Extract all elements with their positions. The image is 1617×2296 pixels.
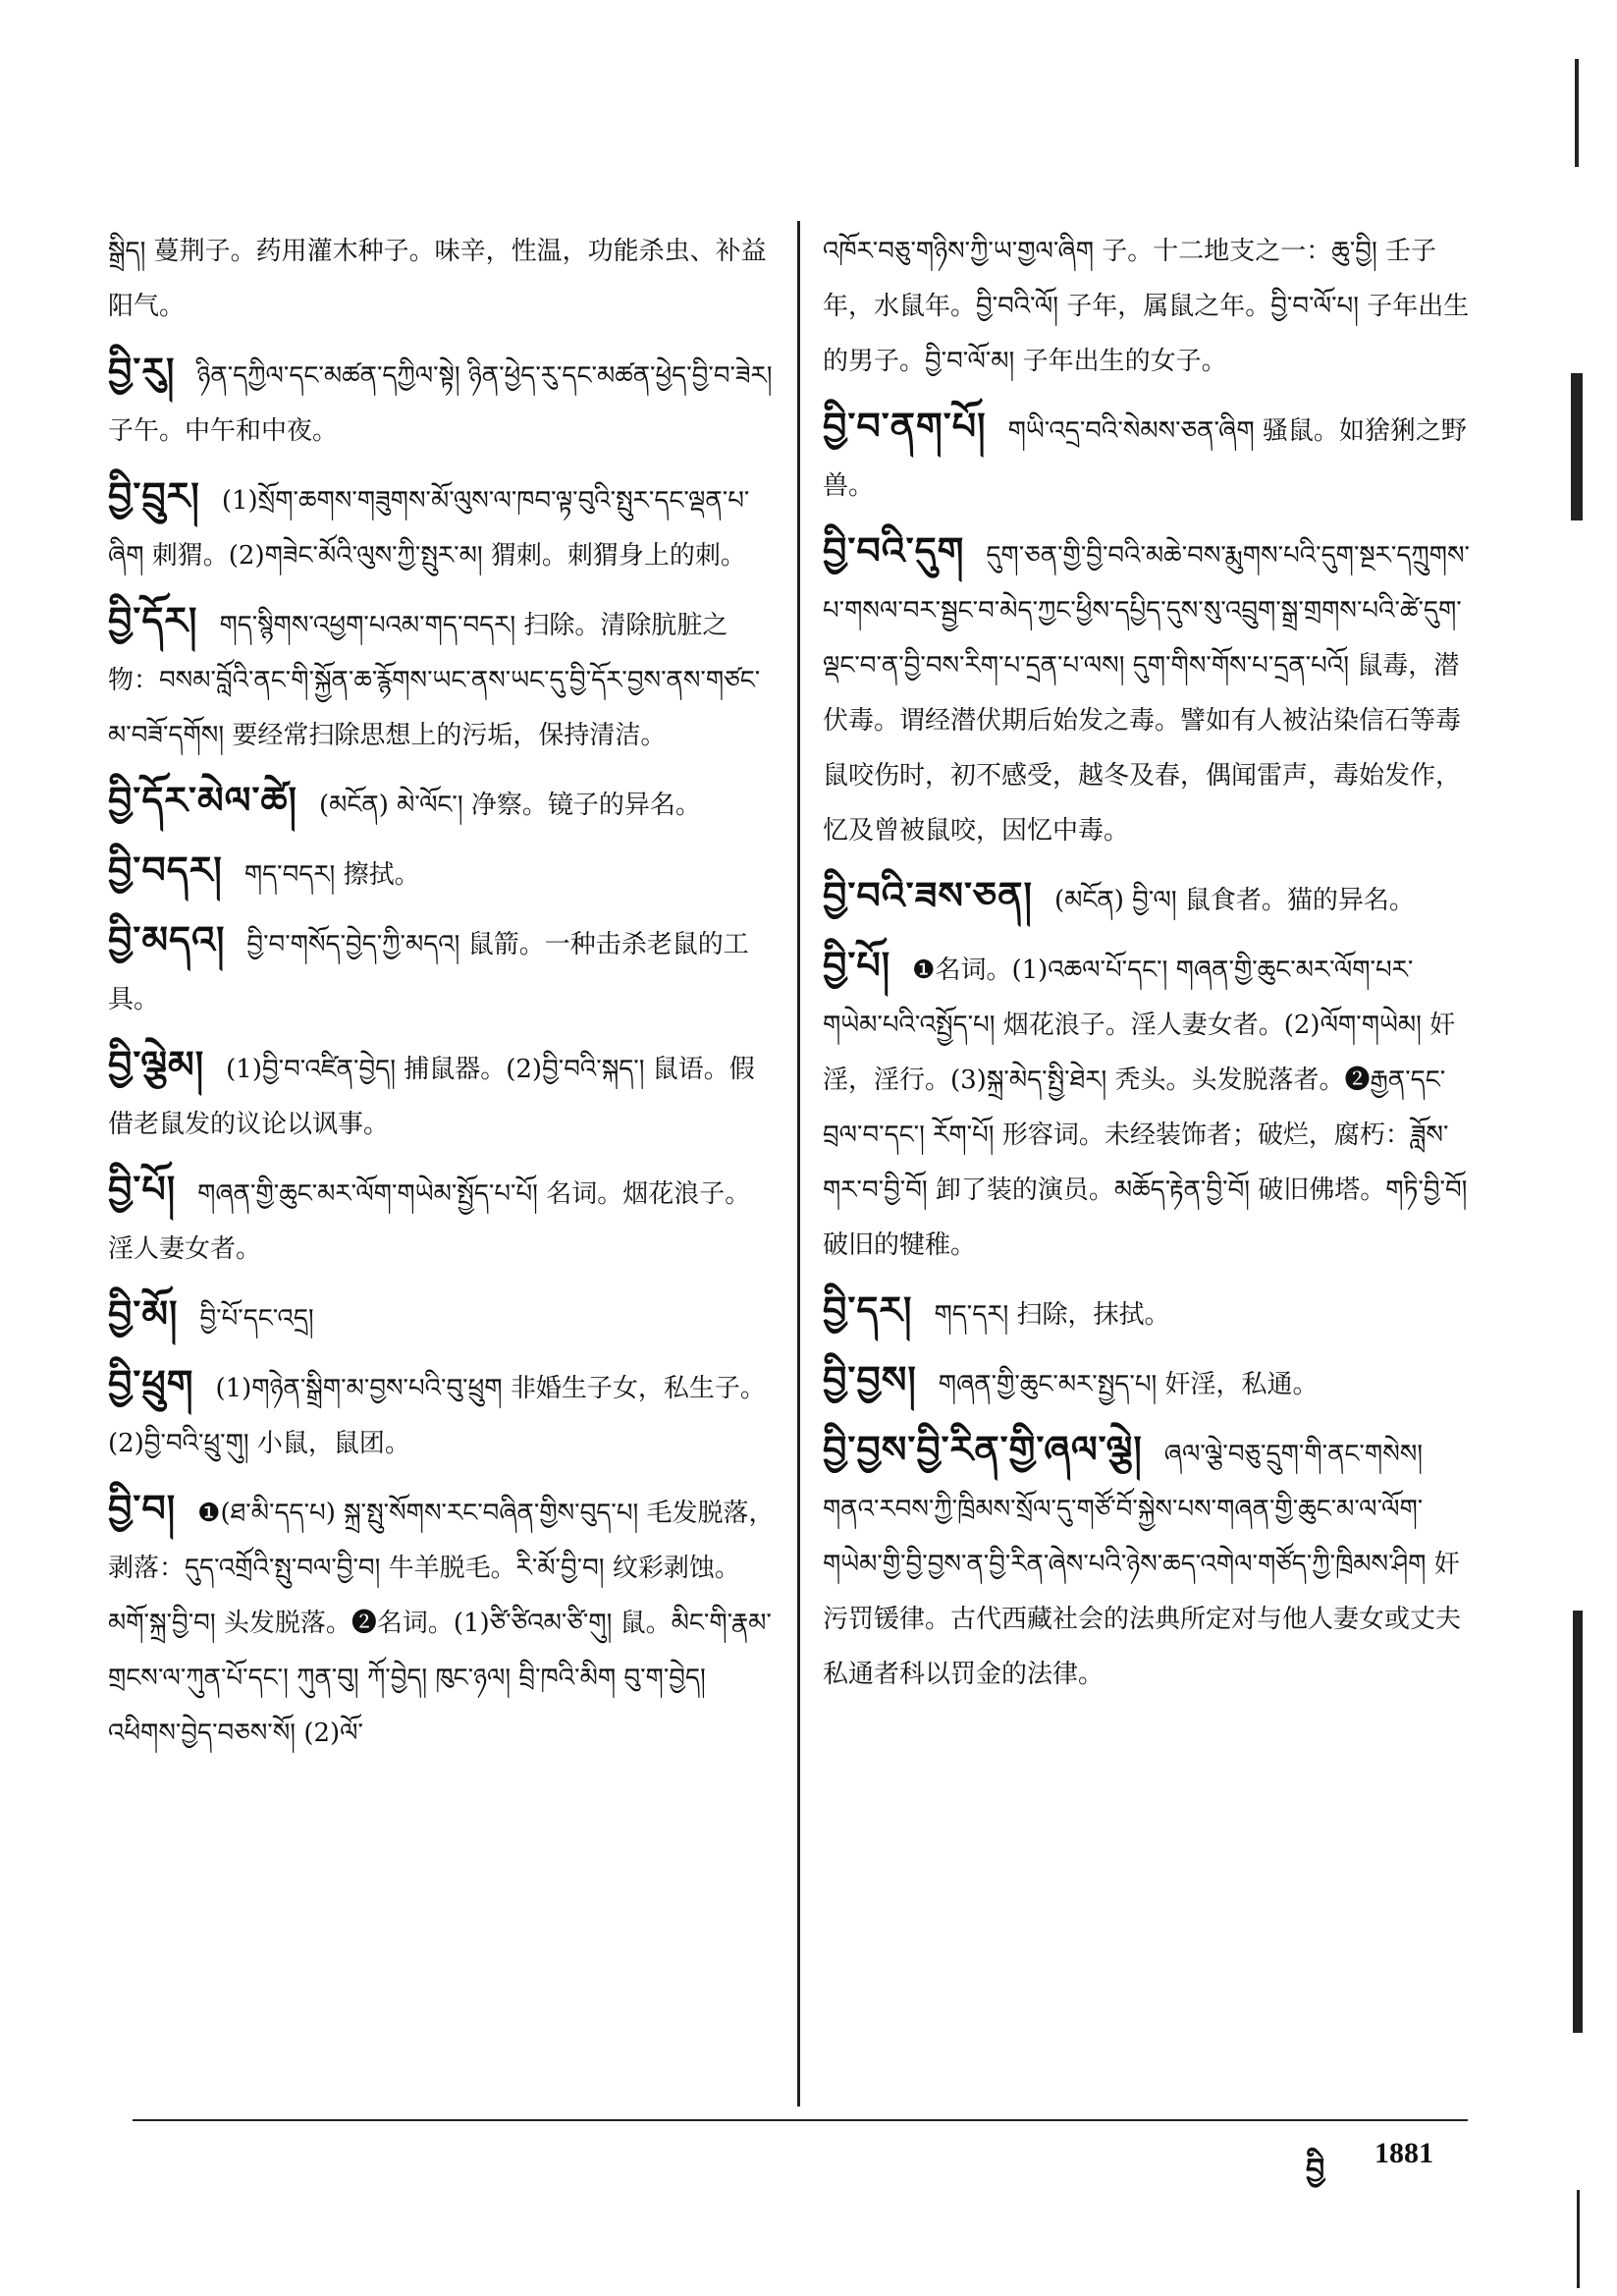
- dictionary-entry: [823, 523, 1471, 858]
- entry-definition: (མངོན) བྱི་ལ། 鼠食者。猫的异名。: [1053, 886, 1415, 915]
- footer-headword: བྱི: [1306, 2153, 1325, 2187]
- entry-definition: བྱི་པོ་དང་འདྲ།: [199, 1304, 314, 1334]
- entry-headword: བྱི་དོར།: [108, 599, 198, 642]
- entry-definition: (1)བྱི་བ་འཛིན་བྱེད། 捕鼠器。(2)བྱི་བའི་སྐད་། 鼠语。假借老鼠发的议论以讽事。: [108, 1055, 755, 1139]
- entry-headword: བྱི་པོ།: [108, 1168, 177, 1211]
- entry-headword: བྱི་དོར་མེལ་ཚེ།: [108, 779, 297, 822]
- entry-definition: གད་སྙིགས་འཕྱག་པའམ་གད་བདར། 扫除。清除肮脏之物：བསམ་བློའི་ནང་གི་སྐྱོན་ཆ་རྙོགས་ཡང་ནས་ཡང་དུ་བྱི་དོར་བྱས་ནས་གཙང་མ་བཟོ་དགོས། 要经常扫除思想上的污垢，保持清洁。: [108, 611, 761, 750]
- dictionary-entry: [823, 1283, 1471, 1342]
- entry-definition: གད་དར། 扫除，抹拭。: [934, 1300, 1170, 1330]
- entry-definition: དུག་ཅན་གྱི་བྱི་བའི་མཆེ་བས་རྨུགས་པའི་དུག་སྔར་དཀྲུགས་པ་གསལ་བར་སྦྱང་བ་མེད་ཀྱང་ཕྱིས་དཔྱིད་དུས་སུ་འབྲུག་སྒྲ་གྲགས་པའི་ཚེ་དུག་ལྡང་བ་ན་བྱི་བས་རིག་པ་དྲན་པ་ལས། དུག་གིས་གོས་པ་དྲན་པའོ། 鼠毒，潜伏毒。谓经潜伏期后始发之毒。譬如有人被沾染信石等毒鼠咬伤时，初不感受，越冬及春，偶闻雷声，毒始发作，忆及曾被鼠咬，因忆中毒。: [823, 541, 1470, 846]
- entry-headword: བྱི་དར།: [823, 1288, 913, 1332]
- left-column: [108, 224, 776, 1771]
- dictionary-entry: [108, 843, 776, 902]
- entry-definition: ❶(ཐ་མི་དད་པ) སྐྲ་སྤུ་སོགས་རང་བཞིན་གྱིས་བུད་པ། 毛发脱落，剥落：དུད་འགྲོའི་སྤུ་བལ་བྱི་བ། 牛羊脱毛。རི་མོ་བྱི་བ། 纹彩剥蚀。མགོ་སྐྲ་བྱི་བ། 头发脱落。❷名词。(1)ཙི་ཙིའམ་ཙི་གུ། 鼠。མིང་གི་རྣམ་གྲངས་ལ་ཀུན་པོ་དང་། ཀུན་བུ། ཀོ་བྱེད། ཁུང་ཉལ། བྲི་ཁའི་མིག བུ་ག་བྱེད། འཕིགས་བྱེད་བཅས་སོ། (2)ལོ་: [108, 1499, 775, 1748]
- dictionary-entry: [823, 868, 1471, 928]
- right-column: [823, 224, 1471, 1712]
- entry-definition: ❶名词。(1)འཆལ་པོ་དང་། གཞན་གྱི་ཆུང་མར་ལོག་པར་གཡེམ་པའི་འསྤྱོད་པ། 烟花浪子。淫人妻女者。(2)ལོག་གཡེམ། 奸淫，淫行。(3)སྐྲ་མེད་སྤྱི་ཐེར། 秃头。头发脱落者。❷རྒྱན་དང་བྲལ་བ་དང་། རོག་པོ། 形容词。未经装饰者；破烂，腐朽：ཟློས་གར་བ་བྱི་བོ། 卸了装的演员。མཆོད་རྟེན་བྱི་བོ། 破旧佛塔。གཏི་བྱི་བོ། 破旧的犍稚。: [823, 956, 1468, 1260]
- entry-headword: བྱི་མདའ།: [108, 918, 226, 961]
- dictionary-entry: [108, 1481, 776, 1761]
- entry-definition: ཉིན་དཀྱིལ་དང་མཚན་དཀྱིལ་སྟེ། ཉིན་ཕྱེད་རུ་དང་མཚན་ཕྱེད་བྱི་བ་ཟེར། 子午。中午和中夜。: [108, 361, 773, 446]
- entry-headword: བྱི་ལྕེམ།: [108, 1043, 205, 1086]
- dictionary-entry: [823, 1422, 1471, 1702]
- entry-headword: བྱི་མོ།: [108, 1292, 179, 1336]
- entry-definition: སྒྲིད། 蔓荆子。药用灌木种子。味辛，性温，功能杀虫、补益阳气。: [108, 237, 767, 321]
- entry-headword: བྱི་བྱས་བྱི་རིན་གྱི་ཞལ་ལྕེ།: [823, 1428, 1143, 1471]
- entry-definition: བྱི་བ་གསོད་བྱེད་ཀྱི་མདའ། 鼠箭。一种击杀老鼠的工具。: [108, 930, 749, 1014]
- entry-headword: བྱི་བྱས།: [823, 1358, 917, 1401]
- scan-edge-mark: [1571, 373, 1583, 520]
- entry-definition: (1)གཉེན་སྒྲིག་མ་བྱས་པའི་བུ་ཕྲུག 非婚生子女，私生子。(2)བྱི་བའི་ཕྲུ་གུ། 小鼠，鼠团。: [108, 1374, 766, 1458]
- entry-definition: གཞན་གྱི་ཆུང་མར་ལོག་གཡེམ་སྤྱོད་པ་པོ། 名词。烟花浪子。淫人妻女者。: [108, 1179, 751, 1264]
- dictionary-entry: [823, 399, 1471, 514]
- page-number: 1881: [1374, 2137, 1433, 2169]
- dictionary-entry: [108, 1162, 776, 1277]
- entry-definition: ཞལ་ལྕེ་བཅུ་དྲུག་གི་ནང་གསེས། གནའ་རབས་ཀྱི་ཁྲིམས་སྲོལ་དུ་གཙོ་བོ་སྐྱེས་པས་གཞན་གྱི་ཆུང་མ་ལ་ལོག་གཡེམ་གྱི་བྱི་བྱས་ན་བྱི་རིན་ཞེས་པའི་ཉེས་ཆད་འགེལ་གཙོད་ཀྱི་ཁྲིམས་ཤིག 奸污罚锾律。古代西藏社会的法典所定对与他人妻女或丈夫私通者科以罚金的法律。: [823, 1440, 1462, 1689]
- dictionary-entry: [823, 224, 1471, 389]
- dictionary-entry: [823, 1352, 1471, 1412]
- entry-definition: འཁོར་བཅུ་གཉིས་ཀྱི་ཡ་གྱལ་ཞིག 子。十二地支之一：ཆུ་བྱི། 壬子年，水鼠年。བྱི་བའི་ལོ། 子年，属鼠之年。བྱི་བ་ལོ་པ། 子年出生的男子。བྱི་བ་ལོ་མ། 子年出生的女子。: [823, 237, 1470, 376]
- dictionary-entry: [108, 593, 776, 763]
- entry-headword: བྱི་རུ།: [108, 350, 176, 393]
- scan-edge-mark: [1573, 1611, 1583, 2033]
- scan-edge-mark: [1575, 59, 1579, 167]
- scan-edge-mark: [1577, 2190, 1580, 2288]
- entry-headword: བྱི་བ་ནག་པོ།: [823, 405, 987, 448]
- entry-definition: གད་བདར། 擦拭。: [243, 860, 420, 890]
- column-divider: [797, 221, 800, 2106]
- dictionary-entry: [108, 344, 776, 459]
- entry-definition: གཡི་འདྲ་བའི་སེམས་ཅན་ཞིག 骚鼠。如猞猁之野兽。: [823, 416, 1467, 501]
- entry-definition: གཞན་གྱི་ཆུང་མར་སྤྱད་པ། 奸淫，私通。: [938, 1370, 1319, 1399]
- entry-headword: བྱི་པོ།: [823, 944, 891, 987]
- entry-definition: (མངོན) མེ་ལོང་། 净察。镜子的异名。: [318, 791, 701, 820]
- entry-headword: བྱི་ཕྲུག: [108, 1362, 194, 1405]
- entry-headword: བྱི་བ།: [108, 1487, 177, 1530]
- entry-headword: བྱི་བྲུར།: [108, 474, 200, 518]
- dictionary-entry: [823, 938, 1471, 1273]
- dictionary-entry: [108, 224, 776, 334]
- entry-headword: བྱི་བའི་དུག: [823, 529, 965, 573]
- footer-rule: [133, 2119, 1468, 2121]
- entry-definition: (1)སྲོག་ཆགས་གཟུགས་མོ་ལུས་ལ་ཁབ་ལྟ་བུའི་སྤུར་དང་ལྡན་པ་ཞིག 刺猬。(2)གཟེང་མོའི་ལུས་ཀྱི་སྤུར་མ། 猬刺。刺猬身上的刺。: [108, 486, 750, 571]
- entry-headword: བྱི་བའི་ཟས་ཅན།: [823, 874, 1033, 917]
- dictionary-entry: [108, 1037, 776, 1152]
- dictionary-entry: [108, 1286, 776, 1346]
- dictionary-entry: [108, 1356, 776, 1471]
- dictionary-entry: [108, 773, 776, 833]
- dictionary-entry: [108, 912, 776, 1027]
- entry-headword: བྱི་བདར།: [108, 848, 223, 892]
- dictionary-entry: [108, 468, 776, 583]
